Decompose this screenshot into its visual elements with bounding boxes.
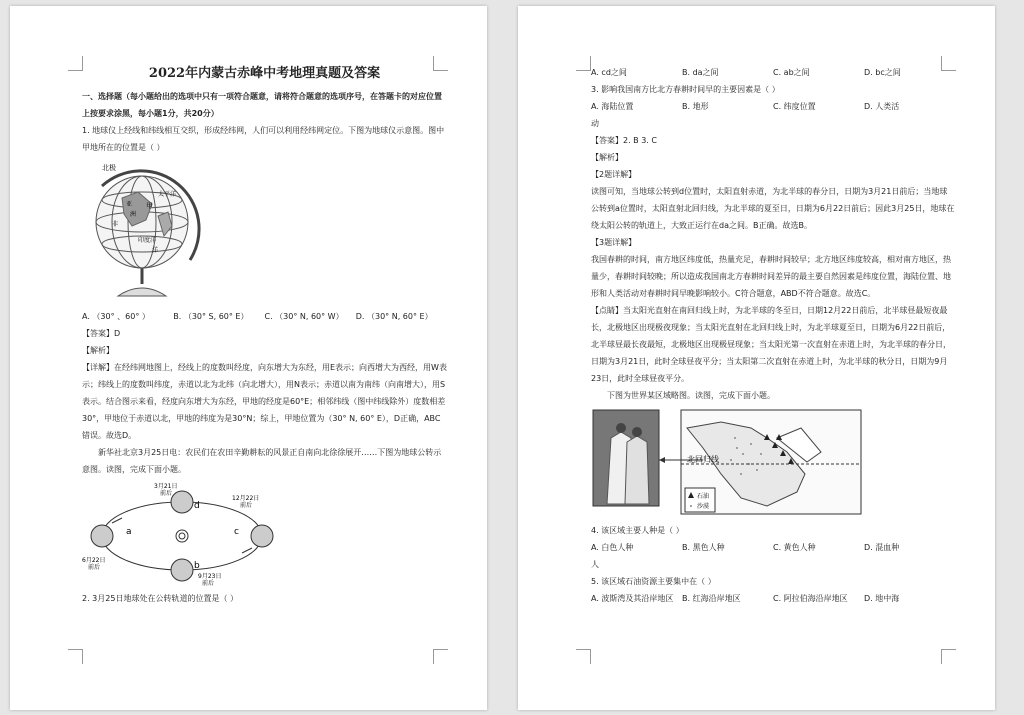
document-title: 2022年内蒙古赤峰中考地理真题及答案 bbox=[148, 66, 381, 81]
question-4-wrap: 人 bbox=[591, 560, 599, 569]
option-d: D. 人类活 bbox=[864, 102, 900, 111]
globe-label-d1: 印度洋 bbox=[138, 237, 157, 244]
option-c: C. 纬度位置 bbox=[773, 102, 816, 111]
option-a: A. （30° 、60° ） bbox=[82, 312, 150, 321]
orbit-label-mar: 3月21日 bbox=[154, 483, 178, 490]
globe-illustration bbox=[82, 156, 202, 306]
option-d: D. 混血种 bbox=[864, 543, 900, 552]
orbit-label-jun2: 前后 bbox=[88, 564, 101, 571]
map-label-tropic: 北回归线 bbox=[687, 455, 719, 464]
intro-2: 新华社北京3月25日电：农民们在农田辛勤耕耘的风景正自南向北徐徐展开……下图为地球公转示意图。读图，完成下面小题。 bbox=[82, 448, 442, 474]
orbit-label-sep2: 前后 bbox=[202, 580, 215, 587]
option-c: C. （30° N, 60° W） bbox=[264, 312, 344, 321]
question-4: 4. 该区域主要人种是（ ） bbox=[591, 526, 684, 535]
option-c: C. 黄色人种 bbox=[773, 543, 816, 552]
question-2-options bbox=[591, 64, 955, 81]
legend-desert: 沙漠 bbox=[697, 503, 710, 510]
detail-2: 读图可知，当地球公转到d位置时，太阳直射赤道，为北半球的春分日，日期为3月21日前后；当地球公转到a位置时，太阳直射北回归线，为北半球的夏至日，日期为6月22日前后；因此3月25日，地球在绕太阳公转的轨道上，大致正运行在da之间。B正确。故选B。 bbox=[591, 187, 955, 230]
orbit-diagram bbox=[82, 478, 282, 588]
analysis-label: 【解析】 bbox=[82, 346, 114, 355]
globe-label-e1: 洋 bbox=[152, 247, 159, 254]
option-a: A. cd之间 bbox=[591, 68, 627, 77]
detail-1: 【详解】在经纬网地图上，经线上的度数叫经度，向东增大为东经，用E表示；向西增大为西经，用W表示；纬线上的度数叫纬度，赤道以北为北纬（向北增大），用N表示；赤道以南为南纬（向南增大），用S表示。结合图示来看，经度向东增大为东经，甲地的经度是60°E；相邻纬线（图中纬线除外）度数相差30°，甲地位于赤道以北，甲地的纬度为是30°N；综上，甲地位置为（30° N, 60° E），D正确，ABC错误。故选D。 bbox=[82, 363, 447, 440]
option-a: A. 海陆位置 bbox=[591, 102, 634, 111]
option-c: C. ab之间 bbox=[773, 68, 810, 77]
tip: 【点睛】当太阳光直射在南回归线上时，为北半球的冬至日，日期12月22日前后，北半球昼最短夜最长，北极地区出现极夜现象；当太阳光直射在北回归线上时，为北半球夏至日，日期为6月22日前后，北半球昼最长夜最短，北极地区出现极昼现象；当太阳光第一次直射在赤道上时，为北半球的春分日，日期为3月21日，此时全球昼夜平分；当太阳第二次直射在赤道上时，为北半球的秋分日，日期为9月23日，此时全球昼夜平分。 bbox=[591, 306, 951, 383]
question-1-options bbox=[82, 308, 447, 325]
option-b: B. da之间 bbox=[682, 68, 719, 77]
question-5-options bbox=[591, 590, 955, 607]
crop-mark bbox=[433, 649, 448, 664]
orbit-label-dec2: 前后 bbox=[240, 502, 253, 509]
option-b: B. 地形 bbox=[682, 102, 709, 111]
document-page-right bbox=[518, 6, 995, 710]
orbit-label-a: a bbox=[126, 527, 132, 537]
option-b: B. 红海沿岸地区 bbox=[682, 594, 741, 603]
question-4-options bbox=[591, 539, 955, 556]
option-b: B. （30° S, 60° E） bbox=[173, 312, 249, 321]
option-d: D. bc之间 bbox=[864, 68, 901, 77]
orbit-figure bbox=[82, 478, 447, 590]
orbit-label-d: d bbox=[194, 501, 200, 511]
option-d: D. （30° N, 60° E） bbox=[355, 312, 433, 321]
answer-1: 【答案】D bbox=[82, 329, 121, 338]
answer-2-3: 【答案】2. B 3. C bbox=[591, 136, 657, 145]
orbit-label-mar2: 前后 bbox=[160, 490, 173, 497]
option-c: C. 阿拉伯海沿岸地区 bbox=[773, 594, 848, 603]
orbit-label-b: b bbox=[194, 561, 200, 571]
section-heading: 一、选择题（每小题给出的选项中只有一项符合题意，请将符合题意的选项序号，在答题卡的对应位置上按要求涂黑，每小题1分，共20分） bbox=[82, 92, 442, 118]
crop-mark bbox=[68, 649, 83, 664]
crop-mark bbox=[68, 56, 83, 71]
crop-mark bbox=[576, 649, 591, 664]
analysis-label: 【解析】 bbox=[591, 153, 623, 162]
left-content bbox=[82, 64, 447, 607]
globe-label-b1: 非 bbox=[112, 221, 119, 228]
globe-label-north: 北极 bbox=[102, 164, 116, 172]
question-3-options bbox=[591, 98, 955, 115]
option-d: D. 地中海 bbox=[864, 594, 900, 603]
question-2: 2. 3月25日地球处在公转轨道的位置是（ ） bbox=[82, 594, 238, 603]
globe-label-a2: 洲 bbox=[130, 211, 137, 218]
globe-figure bbox=[82, 156, 447, 308]
question-3-wrap: 动 bbox=[591, 119, 599, 128]
document-page-left bbox=[10, 6, 487, 710]
right-content bbox=[591, 64, 955, 607]
detail-3: 我国春耕的时间，南方地区纬度低，热量充足，春耕时间较早；北方地区纬度较高，相对南方地区，热量少，春耕时间较晚；所以造成我国南北方春耕时间差异的最主要自然因素是纬度位置，海陆位置、地形和人类活动对春耕时间早晚影响较小。C符合题意，ABD不符合题意。故选C。 bbox=[591, 255, 951, 298]
question-5: 5. 该区域石油资源主要集中在（ ） bbox=[591, 577, 716, 586]
option-a: A. 波斯湾及其沿岸地区 bbox=[591, 594, 674, 603]
orbit-label-jun: 6月22日 bbox=[82, 557, 106, 564]
globe-label-jia: 甲 bbox=[146, 202, 153, 210]
crop-mark bbox=[941, 649, 956, 664]
option-a: A. 白色人种 bbox=[591, 543, 634, 552]
question-1: 1. 地球仪上经线和纬线相互交织，形成经纬网，人们可以利用经纬网定位。下图为地球仪示意图。图中甲地所在的位置是（ ） bbox=[82, 126, 445, 152]
orbit-label-dec: 12月22日 bbox=[232, 495, 260, 502]
question-3: 3. 影响我国南方比北方春耕时间早的主要因素是（ ） bbox=[591, 85, 780, 94]
detail-2-label: 【2题详解】 bbox=[591, 170, 637, 179]
region-map bbox=[591, 408, 871, 518]
option-b: B. 黑色人种 bbox=[682, 543, 725, 552]
globe-label-c1: 太平洋 bbox=[158, 191, 177, 198]
globe-label-a1: 亚 bbox=[126, 201, 133, 208]
region-figure bbox=[591, 408, 955, 522]
orbit-label-sep: 9月23日 bbox=[198, 573, 222, 580]
detail-3-label: 【3题详解】 bbox=[591, 238, 637, 247]
orbit-label-c: c bbox=[234, 527, 239, 537]
legend-oil: 石油 bbox=[697, 493, 710, 500]
intro-4: 下图为世界某区域略图。读图，完成下面小题。 bbox=[607, 391, 775, 400]
crop-mark bbox=[576, 56, 591, 71]
